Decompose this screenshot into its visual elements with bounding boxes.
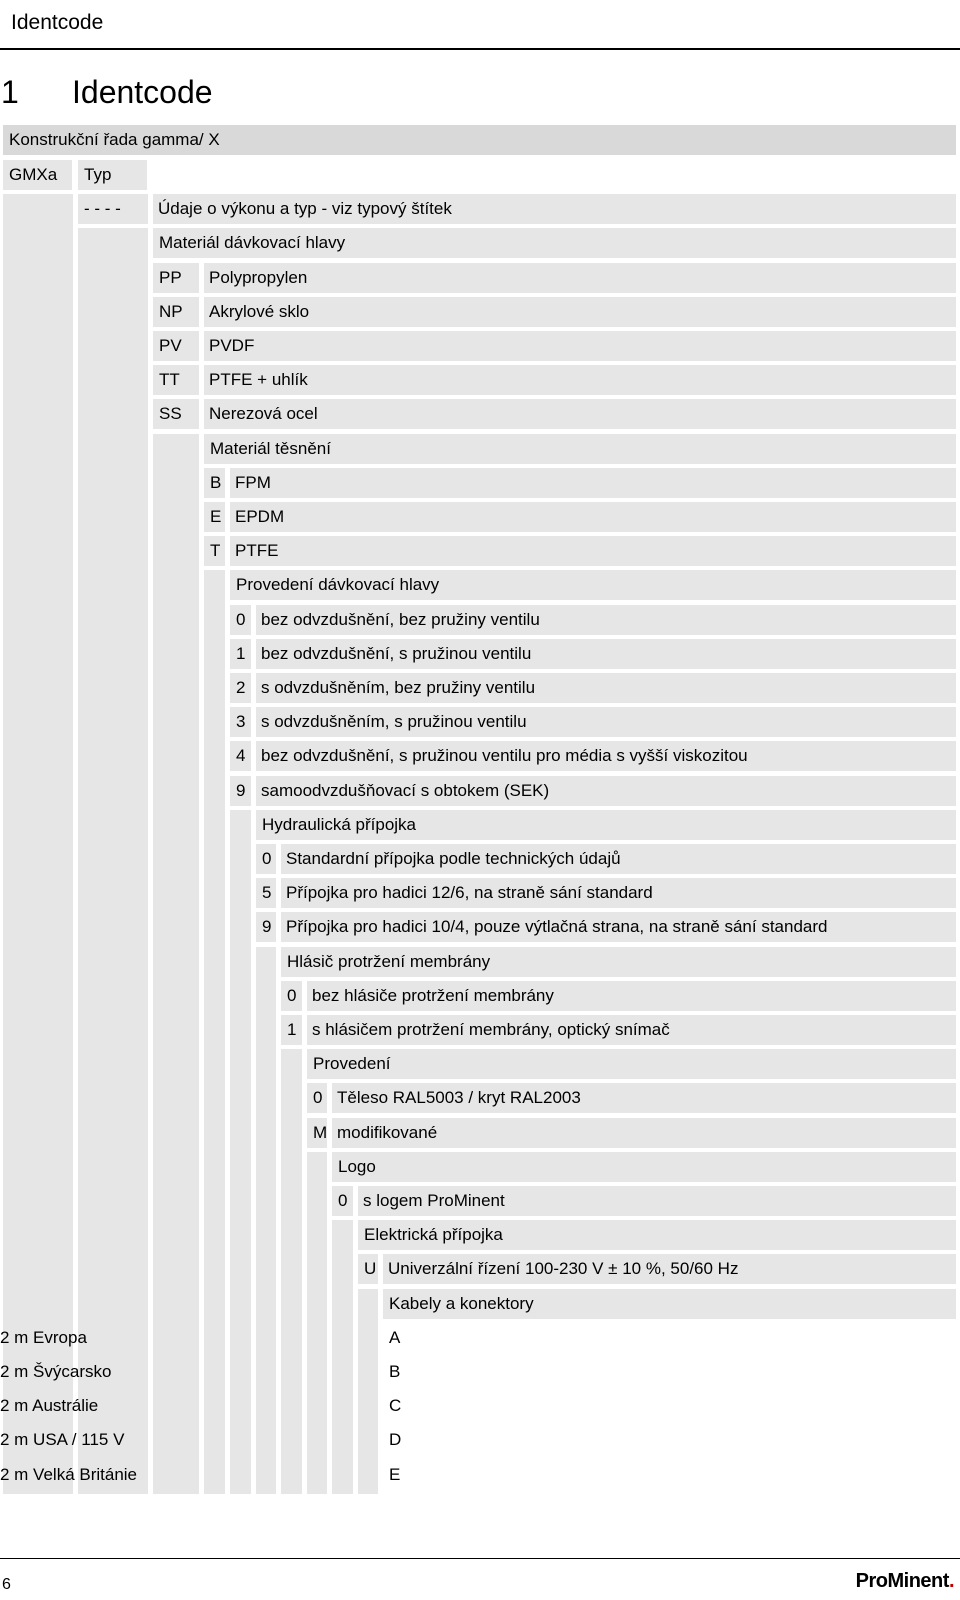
table-spine [153,912,199,946]
table-spine [281,1049,302,1083]
table-spine [78,1186,148,1220]
row-text: 2 m Austrálie [0,1396,99,1416]
table-spine [307,1254,327,1288]
table-spine [281,1254,302,1288]
table-spine [153,605,199,639]
table-spine [78,331,148,365]
table-spine [256,1049,276,1083]
table-spine [3,878,73,912]
table-spine [153,1152,199,1186]
row-heading: Logo [338,1156,376,1176]
table-spine [78,741,148,775]
table-spine [153,1220,199,1254]
table-spine [153,1357,199,1391]
table-spine [281,1083,302,1117]
row-text: Přípojka pro hadici 10/4, pouze výtlačná strana, na straně sání standard [286,917,828,937]
table-spine [153,1391,199,1425]
table-spine [256,1186,276,1220]
row-text: PVDF [209,336,255,355]
row-code: 0 [313,1088,323,1108]
row-code: 0 [338,1191,348,1210]
row-code: 1 [236,643,246,663]
table-spine [358,1323,378,1357]
row-code: 0 [262,849,272,868]
table-spine [230,1254,251,1288]
table-spine [3,536,73,570]
row-code: - - - - [84,199,121,219]
table-spine [204,912,225,946]
table-spine [307,1391,327,1425]
table-spine [281,1186,302,1220]
table-spine [3,502,73,536]
table-spine [204,1015,225,1049]
row-code: 9 [262,917,272,937]
row-code: A [389,1327,401,1347]
table-spine [204,1254,225,1288]
table-spine [230,1118,251,1152]
table-spine [3,1220,73,1254]
table-spine [307,1323,327,1357]
table-spine [3,570,73,604]
table-spine [281,1152,302,1186]
table-spine [230,1049,251,1083]
row-code: M [313,1122,328,1142]
table-spine [153,947,199,981]
table-spine [153,981,199,1015]
table-cell [230,536,956,566]
table-spine [78,639,148,673]
table-spine [78,1220,148,1254]
table-spine [153,639,199,673]
row-text: s logem ProMinent [363,1191,505,1210]
row-text: Přípojka pro hadici 12/6, na straně sání standard [286,883,653,903]
table-spine [78,1323,148,1357]
row-heading: Materiál těsnění [210,438,331,458]
table-spine [358,1357,378,1391]
table-spine [3,912,73,946]
table-spine [3,365,73,399]
row-code: D [389,1430,402,1450]
table-spine [332,1323,353,1357]
table-spine [78,1289,148,1323]
row-code: 0 [287,985,297,1005]
table-spine [332,1425,353,1459]
table-spine [307,1425,327,1459]
table-spine [307,1220,327,1254]
table-spine [204,776,225,810]
row-code: SS [159,404,182,424]
row-code: TT [159,370,180,390]
table-cell [230,502,956,532]
row-code: PP [159,267,182,287]
row-heading: Materiál dávkovací hlavy [159,233,346,253]
table-spine [78,810,148,844]
row-text: Polypropylen [209,267,308,287]
table-spine [153,570,199,604]
table-spine [307,1460,327,1494]
row-text: samoodvzdušňovací s obtokem (SEK) [261,780,550,800]
table-spine [153,434,199,468]
row-heading: Provedení [313,1054,391,1074]
row-text: Nerezová ocel [209,404,318,424]
table-spine [78,878,148,912]
table-spine [230,1323,251,1357]
table-spine [153,1323,199,1357]
table-spine [256,1220,276,1254]
table-spine [307,1289,327,1323]
table-spine [204,605,225,639]
table-spine [204,1460,225,1494]
row-code: 4 [236,746,246,766]
table-spine [153,1289,199,1323]
row-code: T [210,541,221,561]
band-title-text: Konstrukční řada gamma/ X [9,130,220,149]
table-spine [230,1357,251,1391]
row-text: bez odvzdušnění, s pružinou ventilu pro média s vyšší viskozitou [261,746,748,766]
section-title: Identcode [72,74,213,110]
table-spine [204,981,225,1015]
table-cell [332,1152,956,1182]
table-spine [78,502,148,536]
table-spine [78,1254,148,1288]
table-spine [3,297,73,331]
table-spine [281,1220,302,1254]
table-spine [256,1425,276,1459]
table-spine [204,947,225,981]
table-spine [256,1254,276,1288]
table-spine [78,468,148,502]
table-spine [3,605,73,639]
table-spine [332,1220,353,1254]
row-heading: Kabely a konektory [389,1293,534,1313]
table-spine [230,1083,251,1117]
table-spine [78,399,148,433]
table-spine [78,297,148,331]
table-cell [204,365,956,395]
row-heading: Hlásič protržení membrány [287,951,491,971]
table-spine [3,707,73,741]
header-title: Identcode [11,11,104,34]
table-spine [256,1083,276,1117]
table-spine [3,399,73,433]
table-cell [307,1049,956,1079]
table-spine [78,776,148,810]
table-spine [230,1391,251,1425]
table-spine [153,1254,199,1288]
table-spine [332,1289,353,1323]
table-spine [153,1049,199,1083]
table-spine [230,1152,251,1186]
table-spine [3,810,73,844]
table-spine [78,844,148,878]
table-spine [230,1425,251,1459]
table-spine [78,434,148,468]
table-spine [281,1118,302,1152]
row-text: s hlásičem protržení membrány, optický snímač [312,1020,670,1039]
table-spine [204,1289,225,1323]
page-number: 6 [2,1576,11,1593]
table-spine [256,1015,276,1049]
table-spine [256,1118,276,1152]
table-spine [153,1118,199,1152]
table-spine [256,947,276,981]
row-text: Typ [84,165,112,184]
table-spine [358,1460,378,1494]
table-spine [78,1152,148,1186]
table-spine [3,1186,73,1220]
table-spine [281,1460,302,1494]
table-spine [78,570,148,604]
table-spine [256,1357,276,1391]
table-spine [281,1289,302,1323]
table-spine [3,1083,73,1117]
table-spine [204,673,225,707]
table-spine [153,1460,199,1494]
table-spine [153,1186,199,1220]
table-spine [256,981,276,1015]
table-spine [153,468,199,502]
row-code: 5 [262,883,272,903]
table-spine [78,263,148,297]
row-code: E [210,507,222,526]
table-spine [3,844,73,878]
table-spine [78,605,148,639]
table-spine [78,1083,148,1117]
table-spine [78,912,148,946]
table-spine [3,741,73,775]
row-code: B [389,1362,401,1381]
table-spine [78,1015,148,1049]
table-spine [204,1186,225,1220]
row-heading: Elektrická přípojka [364,1225,503,1245]
table-spine [230,810,251,844]
table-spine [204,1323,225,1357]
table-spine [281,1425,302,1459]
table-spine [3,228,73,262]
table-spine [78,947,148,981]
table-spine [281,1323,302,1357]
row-text: Univerzální řízení 100-230 V ± 10 %, 50/60 Hz [388,1259,739,1279]
table-spine [307,1186,327,1220]
row-text: FPM [235,472,271,492]
prominent-logo: ProMinent. [855,1570,954,1592]
table-spine [204,1118,225,1152]
table-spine [153,776,199,810]
table-spine [256,1323,276,1357]
row-text: modifikované [337,1122,438,1142]
table-spine [230,1186,251,1220]
table-spine [230,1015,251,1049]
row-text: 2 m Švýcarsko [0,1362,112,1381]
table-spine [256,1152,276,1186]
table-spine [153,536,199,570]
table-spine [307,1152,327,1186]
table-spine [153,1425,199,1459]
table-spine [204,1391,225,1425]
table-spine [358,1425,378,1459]
table-spine [204,570,225,604]
table-spine [204,810,225,844]
table-spine [153,878,199,912]
row-code: PV [159,336,182,355]
row-text: s odvzdušněním, s pružinou ventilu [261,712,527,732]
table-spine [230,912,251,946]
table-spine [3,1254,73,1288]
table-spine [3,263,73,297]
table-spine [332,1357,353,1391]
table-spine [204,741,225,775]
row-text: bez odvzdušnění, bez pružiny ventilu [261,609,540,629]
page-header [0,0,960,50]
table-spine [204,1049,225,1083]
table-spine [3,776,73,810]
table-spine [3,1152,73,1186]
table-spine [3,1049,73,1083]
table-spine [204,1083,225,1117]
table-spine [204,639,225,673]
table-spine [230,981,251,1015]
table-spine [3,639,73,673]
table-spine [3,981,73,1015]
table-cell [204,331,956,361]
table-spine [204,878,225,912]
table-cell [230,468,956,498]
table-spine [230,844,251,878]
row-text: PTFE [235,541,279,561]
table-spine [3,1015,73,1049]
table-spine [78,981,148,1015]
row-text: s odvzdušněním, bez pružiny ventilu [261,678,536,697]
row-text: 2 m Evropa [0,1327,87,1347]
table-spine [204,1425,225,1459]
row-text: Údaje o výkonu a typ - viz typový štítek [158,199,452,219]
table-spine [78,365,148,399]
logo-text: ProMinent [855,1570,949,1592]
row-code: 9 [236,780,246,800]
row-text: Těleso RAL5003 / kryt RAL2003 [337,1088,581,1108]
row-text: Standardní přípojka podle technických údajů [286,849,621,868]
table-spine [153,844,199,878]
table-spine [78,1118,148,1152]
row-text: bez odvzdušnění, s pružinou ventilu [261,643,532,663]
table-spine [153,673,199,707]
row-text: bez hlásiče protržení membrány [312,985,554,1005]
table-spine [204,1220,225,1254]
row-code: B [210,472,222,492]
table-spine [3,1118,73,1152]
row-text: EPDM [235,507,285,526]
row-code: NP [159,301,183,321]
table-spine [230,1289,251,1323]
row-text: PTFE + uhlík [209,370,308,390]
table-spine [307,1357,327,1391]
table-spine [204,1152,225,1186]
table-spine [153,502,199,536]
table-spine [281,1357,302,1391]
table-spine [3,947,73,981]
section-number: 1 [1,74,19,110]
table-spine [332,1460,353,1494]
row-code: 2 [236,678,246,697]
row-code: U [364,1259,377,1279]
row-code: E [389,1464,401,1484]
table-spine [230,947,251,981]
table-spine [153,1015,199,1049]
table-spine [153,1083,199,1117]
table-spine [3,434,73,468]
table-band-title [3,125,956,155]
table-spine [3,468,73,502]
table-spine [204,1357,225,1391]
row-code: 1 [287,1020,297,1039]
row-code: 0 [236,609,246,629]
table-spine [332,1391,353,1425]
row-heading: Hydraulická přípojka [262,814,417,834]
table-spine [78,1049,148,1083]
table-spine [204,707,225,741]
table-spine [256,1391,276,1425]
table-spine [256,1289,276,1323]
table-spine [256,1460,276,1494]
table-spine [230,1460,251,1494]
table-spine [3,673,73,707]
table-spine [230,1220,251,1254]
table-spine [3,1289,73,1323]
table-spine [153,741,199,775]
table-spine [78,536,148,570]
footer-divider [0,1558,960,1559]
row-text: 2 m Velká Británie [0,1464,138,1484]
row-heading: Provedení dávkovací hlavy [236,575,440,595]
row-code: GMXa [9,165,58,184]
table-cell [204,263,956,293]
table-spine [153,810,199,844]
table-spine [78,707,148,741]
table-spine [358,1391,378,1425]
table-spine [204,844,225,878]
row-code: C [389,1396,402,1416]
table-spine [153,707,199,741]
table-spine [358,1289,378,1323]
row-text: 2 m USA / 115 V [0,1430,125,1450]
table-spine [230,878,251,912]
table-spine [78,228,148,262]
table-cell [204,297,956,327]
row-text: Akrylové sklo [209,301,310,321]
table-spine [332,1254,353,1288]
table-spine [3,331,73,365]
table-spine [3,194,73,228]
table-spine [281,1391,302,1425]
row-code: 3 [236,712,246,732]
table-spine [78,673,148,707]
